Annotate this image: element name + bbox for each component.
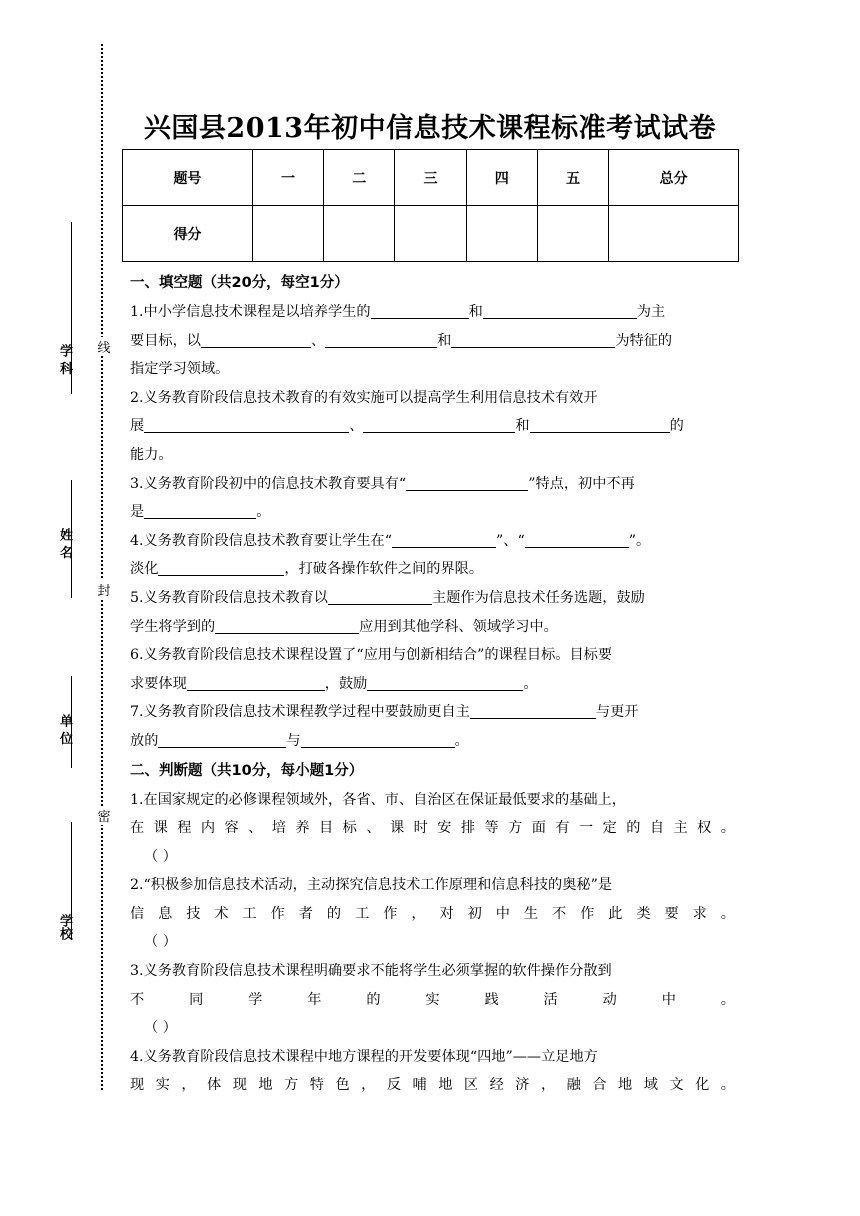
unit-fill-line bbox=[71, 676, 72, 768]
header-cell-3: 三 bbox=[395, 150, 466, 206]
question-fill-6: 6.义务教育阶段信息技术课程设置了“应用与创新相结合”的课程目标。目标要 求要体现 ，鼓励 。 bbox=[130, 647, 613, 692]
answer-blank bbox=[392, 531, 496, 548]
score-cell bbox=[324, 206, 395, 262]
score-cell bbox=[395, 206, 466, 262]
header-cell-1: 一 bbox=[252, 150, 323, 206]
question-judge-1: 1.在国家规定的必修课程领域外，各省、市、自治区在保证最低要求的基础上， 在课程内容、培养目标、课时安排等方面有一定的自主权。 （ ） bbox=[130, 786, 735, 872]
exam-title: 兴国县2013年初中信息技术课程标准考试试卷 bbox=[143, 113, 717, 144]
answer-blank bbox=[470, 702, 596, 719]
answer-parentheses: （ ） bbox=[144, 848, 177, 865]
question-judge-3: 3.义务教育阶段信息技术课程明确要求不能将学生必须掌握的软件操作分散到 不同学年的实践活动中。 （ ） bbox=[130, 957, 735, 1043]
answer-blank bbox=[301, 731, 455, 748]
answer-blank bbox=[525, 531, 629, 548]
question-fill-3: 3.义务教育阶段初中的信息技术教育要具有“ ”特点，初中不再 是 。 bbox=[130, 475, 635, 521]
score-cell bbox=[252, 206, 323, 262]
answer-blank bbox=[158, 731, 286, 748]
binding-dotted-line bbox=[101, 44, 103, 1090]
answer-parentheses: （ ） bbox=[144, 1020, 177, 1037]
answer-blank bbox=[144, 502, 256, 519]
answer-blank bbox=[371, 302, 469, 319]
question-fill-4: 4.义务教育阶段信息技术教育要让学生在“ ”、“ ”。 淡化 ，打破各操作软件之间的界限。 bbox=[130, 532, 651, 578]
unit-label: 单 位 bbox=[57, 713, 72, 745]
answer-parentheses: （ ） bbox=[144, 934, 177, 951]
answer-blank bbox=[406, 474, 528, 491]
section-heading-fill-in: 一、填空题（共20分，每空1分） bbox=[130, 275, 349, 291]
answer-blank bbox=[201, 331, 311, 348]
answer-blank bbox=[530, 416, 670, 433]
header-cell-4: 四 bbox=[466, 150, 537, 206]
school-fill-line bbox=[71, 822, 72, 940]
answer-blank bbox=[187, 674, 325, 691]
name-fill-line bbox=[71, 480, 72, 598]
exam-content bbox=[130, 268, 735, 1100]
score-table bbox=[122, 149, 739, 262]
score-cell bbox=[537, 206, 608, 262]
subject-label: 学 科 bbox=[57, 343, 72, 375]
question-fill-2: 2.义务教育阶段信息技术教育的有效实施可以提高学生利用信息技术有效开 展 、 和 的 能力。 bbox=[130, 389, 684, 463]
seal-char-line: 线 bbox=[97, 337, 111, 356]
answer-blank bbox=[328, 588, 432, 605]
header-cell-2: 二 bbox=[324, 150, 395, 206]
answer-blank bbox=[215, 617, 359, 634]
section-heading-true-false: 二、判断题（共10分，每小题1分） bbox=[130, 762, 364, 779]
answer-blank bbox=[158, 559, 284, 576]
header-cell-number: 题号 bbox=[123, 150, 253, 206]
seal-char-secret: 密 bbox=[97, 806, 111, 825]
answer-blank bbox=[325, 331, 437, 348]
header-cell-total: 总分 bbox=[609, 150, 739, 206]
answer-blank bbox=[363, 416, 515, 433]
score-cell bbox=[466, 206, 537, 262]
answer-blank bbox=[367, 674, 523, 691]
score-table-header-row bbox=[123, 150, 739, 206]
answer-blank bbox=[483, 302, 637, 319]
score-table-score-row bbox=[123, 206, 739, 262]
answer-blank bbox=[144, 416, 349, 433]
score-cell bbox=[609, 206, 739, 262]
seal-char-seal: 封 bbox=[97, 580, 111, 599]
answer-blank bbox=[451, 331, 615, 348]
question-judge-4: 4.义务教育阶段信息技术课程中地方课程的开发要体现“四地”——立足地方 现实，体现地方特色，反哺地区经济，融合地域文化。 bbox=[130, 1048, 735, 1094]
question-fill-7: 7.义务教育阶段信息技术课程教学过程中要鼓励更自主 与更开 放的 与 。 bbox=[130, 704, 639, 749]
question-fill-5: 5.义务教育阶段信息技术教育以 主题作为信息技术任务选题，鼓励 学生将学到的 应用到其他学科、领域学习中。 bbox=[130, 589, 645, 635]
name-label: 姓 名 bbox=[57, 527, 72, 559]
subject-fill-line bbox=[71, 222, 72, 394]
header-cell-5: 五 bbox=[537, 150, 608, 206]
question-judge-2: 2.“积极参加信息技术活动，主动探究信息技术工作原理和信息科技的奥秘”是 信息技术工作者的工作，对初中生不作此类要求。 （ ） bbox=[130, 871, 735, 957]
school-label: 学校 bbox=[57, 914, 72, 940]
score-row-label: 得分 bbox=[123, 206, 253, 262]
question-fill-1: 1.中小学信息技术课程是以培养学生的 和 为主 要目标，以 、 和 为特征的 指定学习领域。 bbox=[130, 304, 673, 378]
